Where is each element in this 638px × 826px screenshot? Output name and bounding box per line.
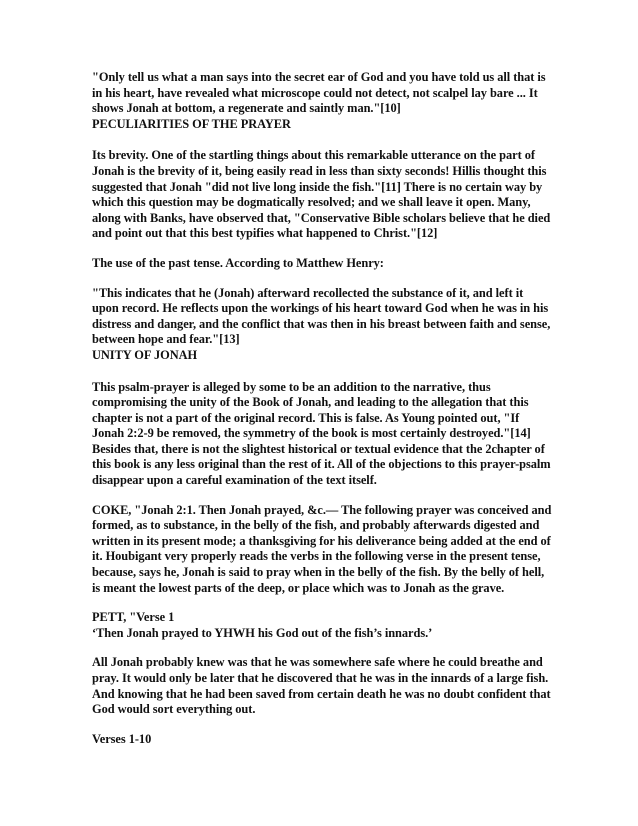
verses-label: Verses 1-10 [92,731,152,746]
brevity-paragraph: Its brevity. One of the startling things about this remarkable utterance on the part of Jonah is the brevity of it, being easily read in less than sixty seconds! Hillis thought this suggested that Jonah "did not live long inside the fish."[11] There is no certain way by which this question may be dogmatically resolved; and we shall leave it open. Many, along with Banks, have observed that, "Conservative Bible scholars believe that he died and point out that this best typifies what happened to Christ."[12] [92,148,551,241]
quote-paragraph: "Only tell us what a man says into the secret ear of God and you have told us all that is in his heart, have revealed what microscope could not detect, not scalpel lay bare ... It shows Jonah at bottom, a regenerate and saintly man."[10] [92,70,546,116]
coke-paragraph: COKE, "Jonah 2:1. Then Jonah prayed, &c.— The following prayer was conceived and formed, as to substance, in the belly of the fish, and probably afterwards digested and written in its present mode; a thanksgiving for his deliverance being added at the end of it. Houbigant very properly reads the verbs in the following verse in the present tense, because, says he, Jonah is said to pray when in the belly of the fish. By the belly of hell, is meant the lowest parts of the deep, or place which was to Jonah as the grave. [92,502,552,595]
section-heading-unity: UNITY OF JONAH [92,347,198,362]
past-tense-paragraph: The use of the past tense. According to Matthew Henry: [92,255,384,270]
matthew-henry-quote: "This indicates that he (Jonah) afterward recollected the substance of it, and left it upon record. He reflects upon the workings of his heart toward God when he was in his distress and danger, and the conflict that was then in his breast between faith and sense, between hope and fear."[13] [92,285,551,347]
section-heading-peculiarities: PECULIARITIES OF THE PRAYER [92,116,291,131]
unity-paragraph: This psalm-prayer is alleged by some to be an addition to the narrative, thus compromising the unity of the Book of Jonah, and leading to the allegation that this chapter is not a part of the original record. This is false. As Young pointed out, "If Jonah 2:2-9 be removed, the symmetry of the book is most certainly destroyed."[14] Besides that, there is not the slightest historical or textual evidence that the 2chapter of this book is any less original than the rest of it. All of the objections to this prayer-psalm disappear upon a careful examination of the text itself. [92,379,551,488]
jonah-knew-paragraph: All Jonah probably knew was that he was somewhere safe where he could breathe and pray. It would only be later that he discovered that he was in the innards of a large fish. And knowing that he had been saved from certain death he was no doubt confident that God would sort everything out. [92,655,551,717]
verse-quote: ‘Then Jonah prayed to YHWH his God out of the fish’s innards.’ [92,625,433,640]
document-page [92,70,552,761]
pett-label: PETT, "Verse 1 [92,610,175,625]
